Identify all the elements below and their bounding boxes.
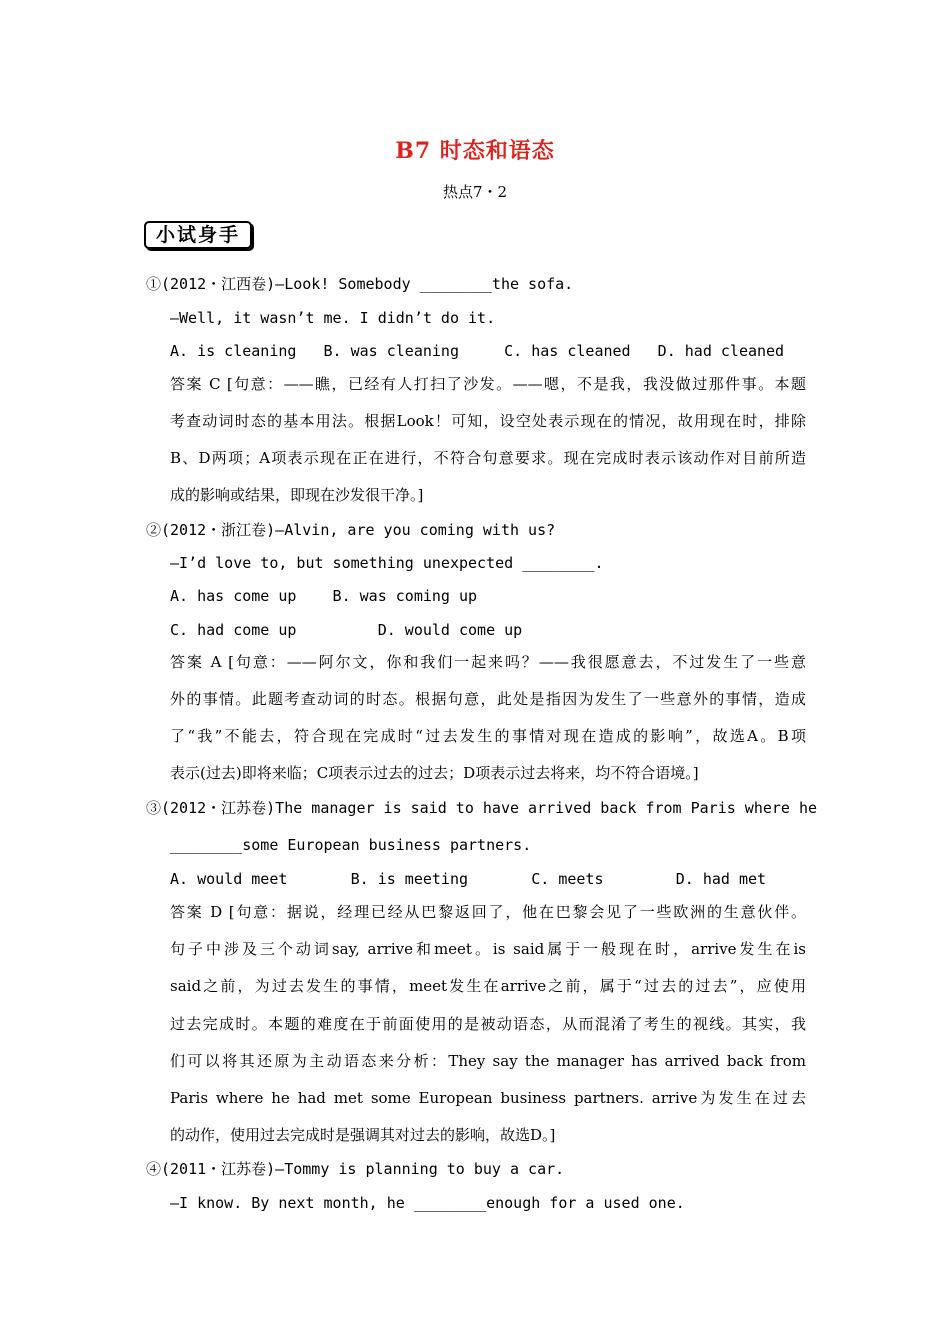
question-1-answer-line: B、D两项；A项表示现在正在进行，不符合句意要求。现在完成时表示该动作对目前所造: [170, 449, 806, 467]
question-1-reply: —Well, it wasn’t me. I didn’t do it.: [170, 309, 496, 327]
question-3-answer-line: 们可以将其还原为主动语态来分析：They say the manager has arrived back from: [170, 1052, 806, 1070]
page-subtitle: 热点7・2: [442, 183, 508, 201]
question-3-reply: ________some European business partners.: [170, 836, 532, 854]
question-3-answer-line: 句子中涉及三个动词say, arrive和meet。is said属于一般现在时，arrive发生在is: [170, 940, 806, 958]
question-3-answer-line: Paris where he had met some European business partners. arrive为发生在过去: [170, 1089, 806, 1107]
question-1-answer-line: 成的影响或结果，即现在沙发很干净。]: [170, 486, 424, 504]
question-2-answer-line: 表示(过去)即将来临；C项表示过去的过去；D项表示过去将来，均不符合语境。]: [170, 764, 699, 782]
question-4-reply: —I know. By next month, he ________enough for a used one.: [170, 1194, 685, 1212]
question-1-stem: ①(2012・江西卷)—Look! Somebody ________the sofa.: [146, 275, 574, 293]
question-2-options: A. has come up B. was coming up: [170, 587, 478, 605]
section-badge: 小试身手: [144, 221, 252, 249]
question-2-answer-line: 外的事情。此题考查动词的时态。根据句意，此处是指因为发生了一些意外的事情，造成: [170, 690, 806, 708]
question-2-answer-line: 答案 A [句意：——阿尔文，你和我们一起来吗？——我很愿意去，不过发生了一些意: [170, 653, 806, 671]
question-3-answer-line: 的动作，使用过去完成时是强调其对过去的影响，故选D。]: [170, 1126, 556, 1144]
question-1-options: A. is cleaning B. was cleaning C. has cleaned D. had cleaned: [170, 342, 785, 360]
question-1-answer-line: 考查动词时态的基本用法。根据Look！可知，设空处表示现在的情况，故用现在时，排除: [170, 412, 806, 430]
question-3-stem: ③(2012・江苏卷)The manager is said to have arrived back from Paris where he: [146, 799, 818, 817]
page-title: B7 时态和语态: [395, 138, 555, 164]
question-3-answer-line: 过去完成时。本题的难度在于前面使用的是被动语态，从而混淆了考生的视线。其实，我: [170, 1015, 806, 1033]
question-4-stem: ④(2011・江苏卷)—Tommy is planning to buy a car.: [146, 1160, 565, 1178]
question-3-answer-line: 答案 D [句意：据说，经理已经从巴黎返回了，他在巴黎会见了一些欧洲的生意伙伴。: [170, 903, 806, 921]
question-2-reply: —I’d love to, but something unexpected ________.: [170, 554, 604, 572]
question-2-stem: ②(2012・浙江卷)—Alvin, are you coming with us?: [146, 521, 556, 539]
question-2-answer-line: 了“我”不能去，符合现在完成时“过去发生的事情对现在造成的影响”，故选A。B项: [170, 727, 806, 745]
question-3-answer-line: said之前，为过去发生的事情，meet发生在arrive之前，属于“过去的过去”，应使用: [170, 977, 806, 995]
question-3-options: A. would meet B. is meeting C. meets D. had met: [170, 870, 767, 888]
question-2-options: C. had come up D. would come up: [170, 621, 523, 639]
question-1-answer-line: 答案 C [句意：——瞧，已经有人打扫了沙发。——嗯，不是我，我没做过那件事。本题: [170, 375, 806, 393]
